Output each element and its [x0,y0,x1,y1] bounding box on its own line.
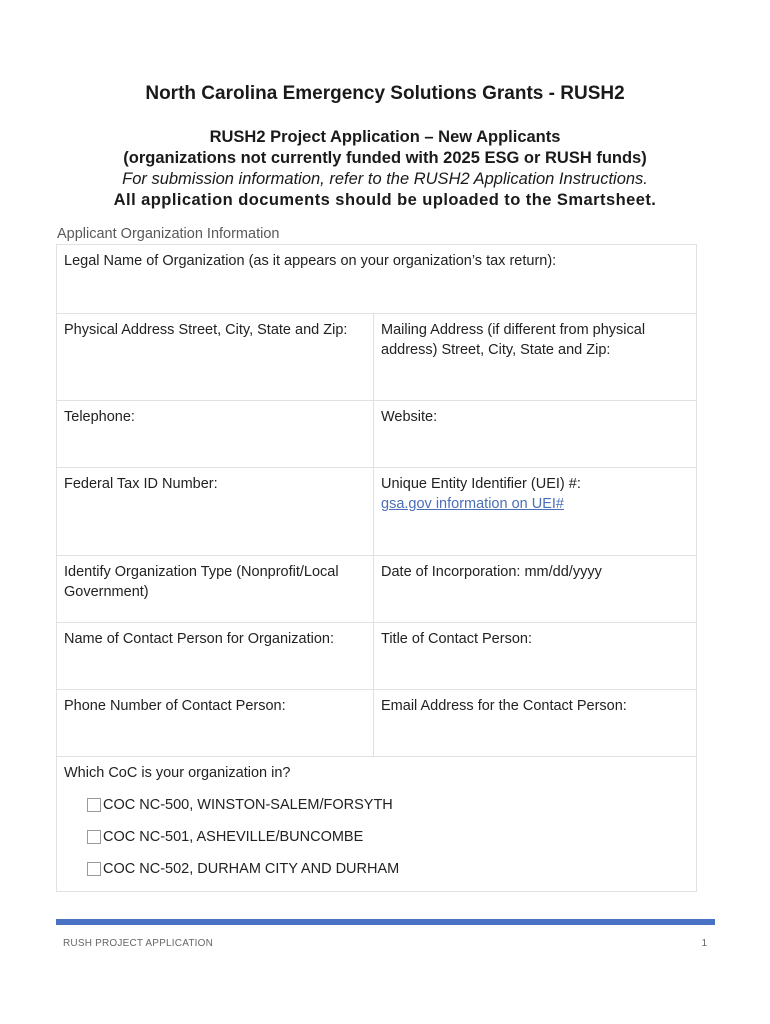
coc-option-label: COC NC-502, DURHAM CITY AND DURHAM [103,861,400,877]
date-incorporation-field[interactable] [374,556,696,622]
coc-option-nc500[interactable] [87,795,689,815]
date-incorporation-label: Date of Incorporation: mm/dd/yyyy [381,564,602,580]
contact-title-field[interactable] [374,623,696,689]
footer-bar [56,919,715,925]
coc-question: Which CoC is your organization in? [64,765,291,781]
page-number: 1 [701,938,707,949]
coc-option-label: COC NC-500, WINSTON-SALEM/FORSYTH [103,797,393,813]
org-type-field[interactable] [57,556,374,622]
row-legal-name [57,245,696,314]
uei-info-link[interactable]: gsa.gov information on UEI# [381,496,564,512]
telephone-field[interactable] [57,401,374,467]
mailing-address-label: Mailing Address (if different from physical address) Street, City, State and Zip: [381,322,646,358]
physical-address-label: Physical Address Street, City, State and Zip: [64,322,348,338]
subtitle-upload-note: All application documents should be uploaded to the Smartsheet. [113,191,657,209]
federal-tax-id-field[interactable] [57,468,374,555]
physical-address-field[interactable] [57,314,374,400]
subtitle-application-type: RUSH2 Project Application – New Applicants [209,128,561,146]
contact-title-label: Title of Contact Person: [381,631,532,647]
subtitle-eligibility: (organizations not currently funded with 2025 ESG or RUSH funds) [123,149,647,167]
contact-email-field[interactable] [374,690,696,756]
row-tax-uei [57,468,696,556]
org-type-label: Identify Organization Type (Nonprofit/Local Government) [64,564,339,600]
mailing-address-field[interactable] [374,314,696,400]
row-org-type-date [57,556,696,623]
document-title: North Carolina Emergency Solutions Grants - RUSH2 [145,83,625,104]
legal-name-label: Legal Name of Organization (as it appears on your organization’s tax return): [64,253,557,269]
coc-option-nc502[interactable] [87,859,689,879]
row-telephone-website [57,401,696,468]
row-addresses [57,314,696,401]
section-label: Applicant Organization Information [57,226,280,242]
telephone-label: Telephone: [64,409,135,425]
coc-option-nc501[interactable] [87,827,689,847]
coc-option-label: COC NC-501, ASHEVILLE/BUNCOMBE [103,829,364,845]
contact-phone-label: Phone Number of Contact Person: [64,698,286,714]
website-label: Website: [381,409,438,425]
applicant-info-table [56,244,697,892]
coc-cell [57,757,696,891]
legal-name-field[interactable] [57,245,696,313]
contact-name-field[interactable] [57,623,374,689]
subtitle-instructions: For submission information, refer to the RUSH2 Application Instructions. [122,170,648,188]
row-contact-phone-email [57,690,696,757]
row-coc [57,757,696,891]
checkbox-nc501[interactable] [87,830,101,844]
uei-label: Unique Entity Identifier (UEI) #: [381,476,581,492]
checkbox-nc502[interactable] [87,862,101,876]
website-field[interactable] [374,401,696,467]
contact-name-label: Name of Contact Person for Organization: [64,631,334,647]
checkbox-nc500[interactable] [87,798,101,812]
contact-email-label: Email Address for the Contact Person: [381,698,627,714]
federal-tax-id-label: Federal Tax ID Number: [64,476,218,492]
uei-field[interactable] [374,468,696,555]
contact-phone-field[interactable] [57,690,374,756]
row-contact-name-title [57,623,696,690]
footer-label: RUSH PROJECT APPLICATION [63,938,214,949]
